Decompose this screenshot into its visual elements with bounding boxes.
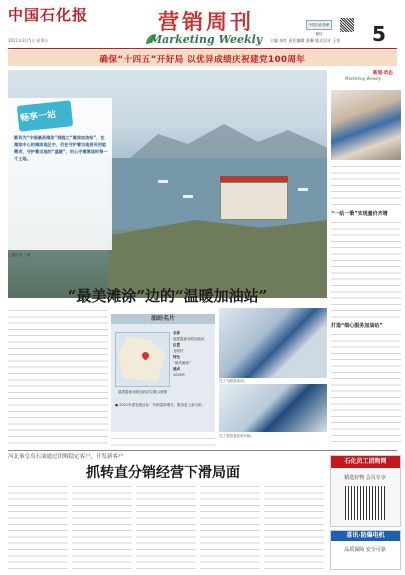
ad-motor-text: 品质保障 安全可靠 xyxy=(344,547,386,553)
station-facts xyxy=(173,330,213,378)
fact-label: 特色 xyxy=(173,355,180,359)
column-tag: 新闻·动态 xyxy=(373,71,393,76)
bottom-body xyxy=(200,484,260,570)
map-caption: 福建霞浦北岐加油站位置示意图 xyxy=(118,390,167,394)
photo-caption: 员工为顾客加油。 xyxy=(219,379,247,383)
boat xyxy=(158,180,168,183)
section-subtitle: Marketing Weekly xyxy=(150,33,263,46)
fact-value: 北岐村 xyxy=(173,349,184,353)
bottom-body xyxy=(8,484,68,570)
hero-lead-text: 都有为“中国最美滩涂”洞庭之“滩涂加油站”，在滩涂中心的滩涂地区中，仍在守护着当地居民用能需求，守护着当地的“温暖”，用心守着滩涂的每一寸土地。 xyxy=(14,135,108,161)
wechat-badge: 中国石化营销微信 xyxy=(306,20,332,30)
service-photo xyxy=(331,90,401,160)
column-article-title: “一站一策”实现量价齐增 xyxy=(331,211,388,217)
photo-vehicle-check xyxy=(219,384,327,432)
gas-station-building xyxy=(220,182,288,220)
fact-label: 名称 xyxy=(173,331,180,335)
hero-tag-text: 畅享一站 xyxy=(19,110,57,124)
column-article-title: 打造“细心服务加油站” xyxy=(331,323,383,329)
slogan-text: 确保“十四五”开好局 以优异成绩庆祝建党100周年 xyxy=(99,55,306,65)
qr-code-icon xyxy=(340,18,354,32)
mountains xyxy=(128,120,327,160)
section-divider xyxy=(8,450,397,451)
article-body-left xyxy=(8,308,108,446)
sea xyxy=(108,158,327,228)
photo-refueling xyxy=(219,308,327,378)
bottom-headline: 抓转直分销经营下滑局面 xyxy=(86,465,240,481)
ad-motor-title: 喜讯·防爆电机 xyxy=(331,531,400,541)
main-headline: “最美滩涂”边的“温暖加油站” xyxy=(67,287,268,305)
bottom-kicker: 河北秦皇岛石油通过团购稳定客户，开发新客户 xyxy=(8,454,124,460)
bottom-body xyxy=(264,484,324,570)
column-body xyxy=(331,332,401,446)
qr-code-icon xyxy=(345,486,385,520)
byline: □通讯员 王琦 xyxy=(8,253,31,257)
fact-value: 福建霞浦北岐加油站 xyxy=(173,337,205,341)
column-body xyxy=(331,220,401,318)
boat xyxy=(298,188,308,191)
masthead-rule xyxy=(8,48,397,49)
photo-caption: 员工帮游客检查车辆。 xyxy=(219,434,254,438)
column-body xyxy=(331,164,401,206)
fact-value: 2005年 xyxy=(173,373,186,377)
fact-label: 建成 xyxy=(173,367,180,371)
section-title: 营销周刊 xyxy=(158,9,254,34)
bottom-body xyxy=(72,484,132,570)
fact-label: 位置 xyxy=(173,343,180,347)
page-number: 5 xyxy=(372,22,386,46)
article-body-middle xyxy=(111,436,215,448)
editor-info: 主编 朱红 责任编辑 张琳 版式设计 王怡 xyxy=(270,38,341,43)
issue-info: 2021年3月5日 星期五 xyxy=(8,38,49,43)
bottom-body xyxy=(136,484,196,570)
column-brand: Marketing Weekly xyxy=(345,76,382,81)
ad-group-buy-title: 石化员工团购网 xyxy=(331,456,400,468)
station-card-title: 油站名片 xyxy=(111,314,215,324)
slogan-banner xyxy=(8,50,397,66)
station-card-footer: ● 2021年度发展目标：年销量再增长，服务更上新台阶。 xyxy=(115,403,206,407)
fact-value: “最美滩涂” xyxy=(173,361,191,365)
ad-group-buy-text: 精选好物 会员专享 xyxy=(344,475,386,481)
paper-name: 中国石化报 xyxy=(8,6,89,24)
boat xyxy=(183,195,193,198)
